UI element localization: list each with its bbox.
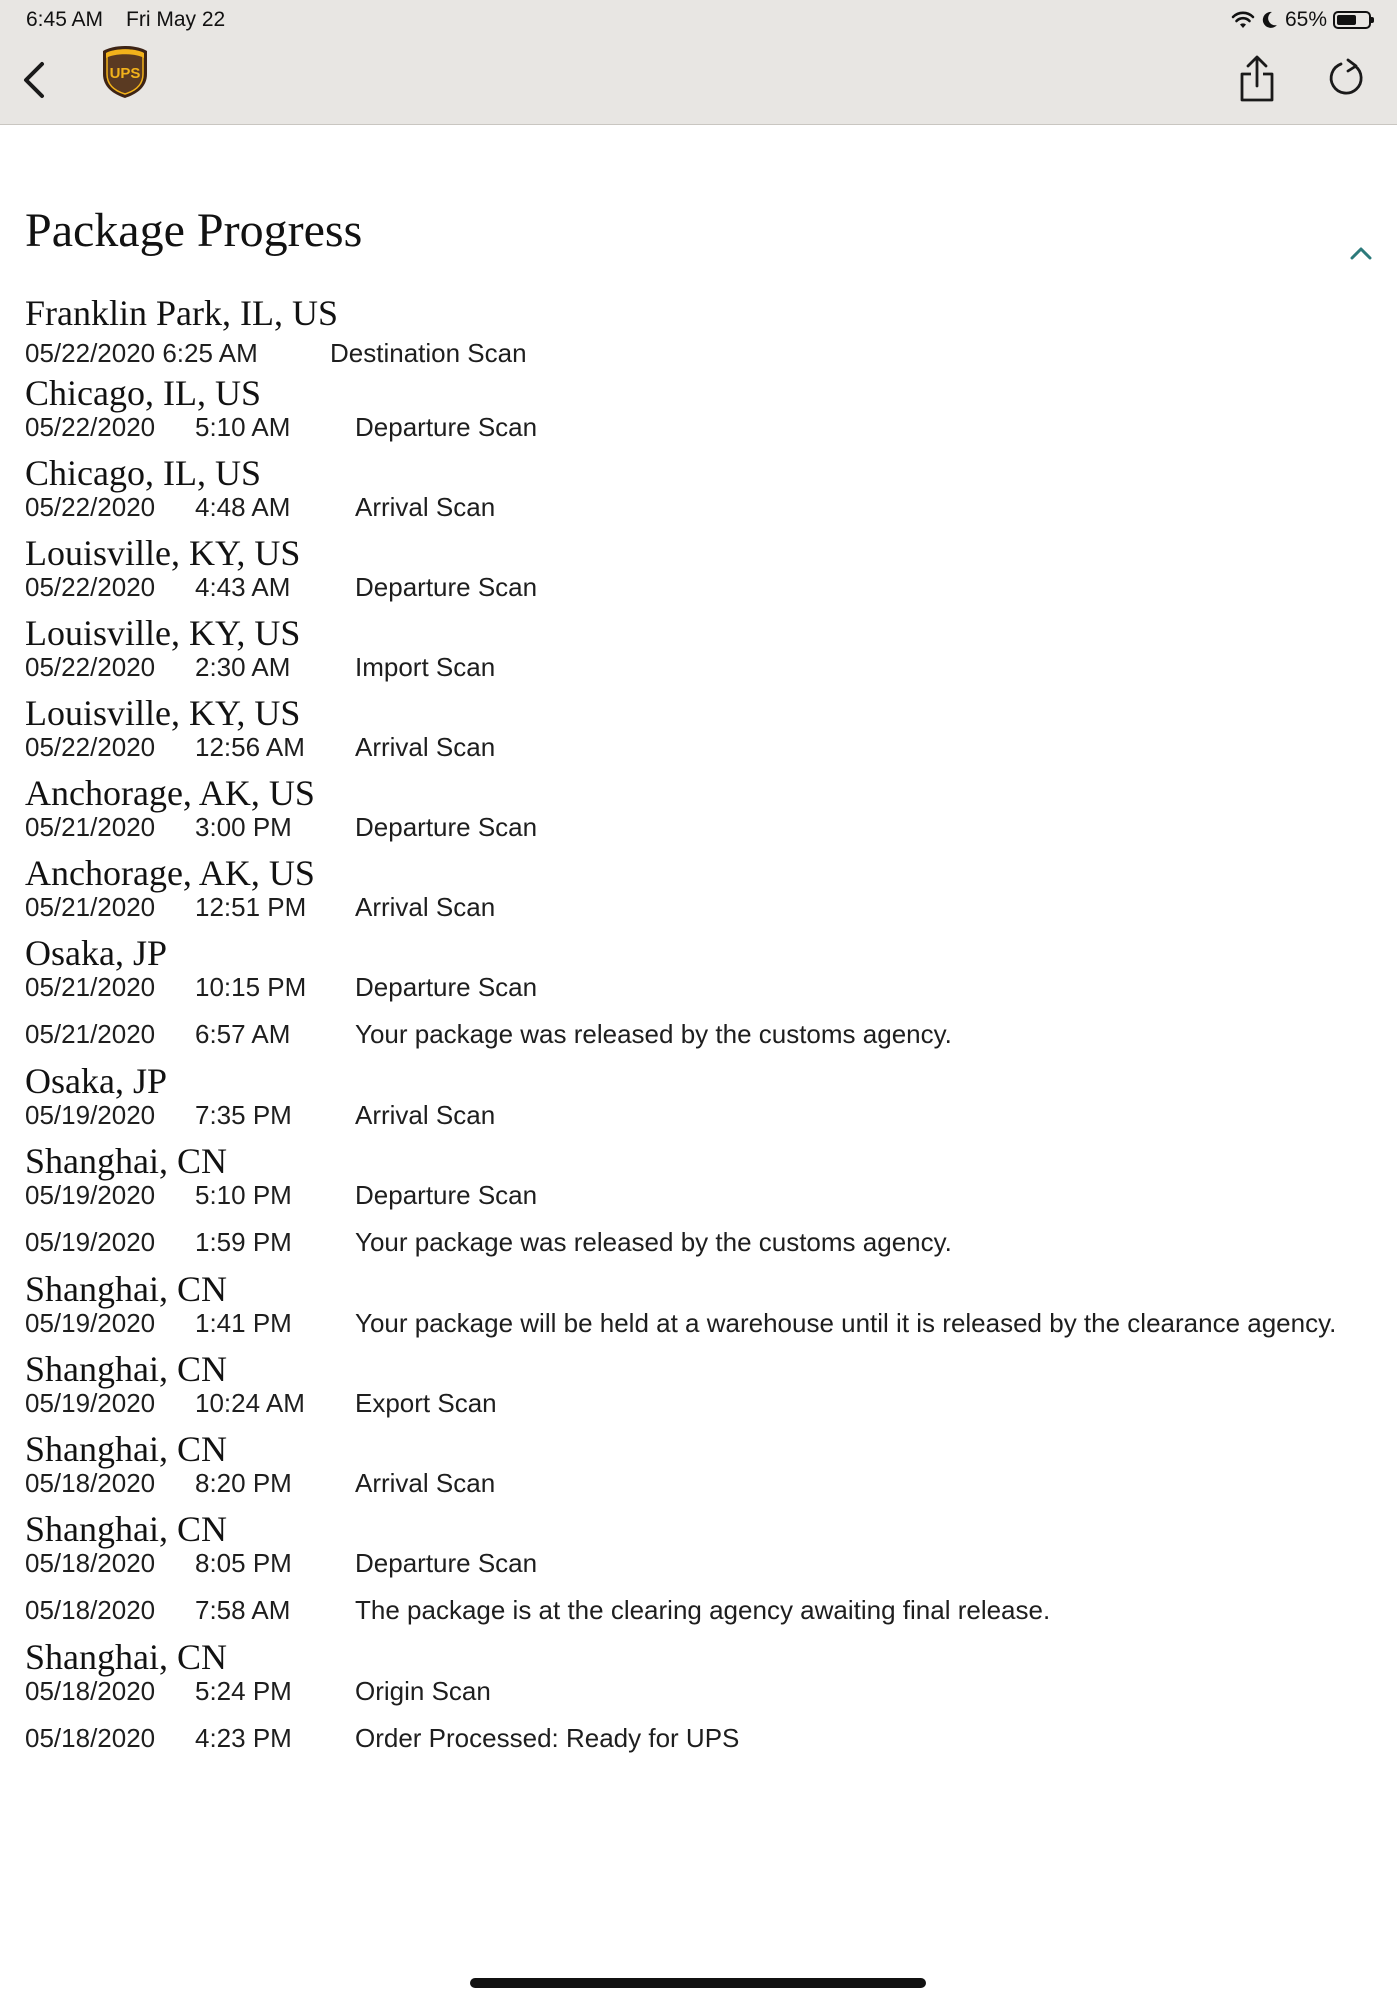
event-location: Shanghai, CN xyxy=(25,1349,227,1389)
share-button[interactable] xyxy=(1236,54,1278,106)
event-date: 05/21/2020 xyxy=(25,972,156,1002)
event-date: 05/22/2020 xyxy=(25,732,156,762)
event-location: Shanghai, CN xyxy=(25,1269,227,1309)
event-description: Departure Scan xyxy=(355,1548,538,1578)
event-location: Chicago, IL, US xyxy=(25,453,261,493)
event-date: 05/19/2020 xyxy=(25,1227,156,1257)
battery-icon xyxy=(1333,11,1371,29)
status-date: Fri May 22 xyxy=(126,8,226,31)
event-time: 10:15 PM xyxy=(195,972,307,1002)
event-time: 10:24 AM xyxy=(195,1388,305,1418)
event-date: 05/21/2020 xyxy=(25,892,156,922)
event-time: 8:05 PM xyxy=(195,1548,292,1578)
event-description: Export Scan xyxy=(355,1388,497,1418)
event-date: 05/18/2020 xyxy=(25,1548,156,1578)
ups-logo-text: UPS xyxy=(109,65,141,82)
chevron-left-icon xyxy=(14,56,54,104)
event-date: 05/18/2020 xyxy=(25,1676,156,1706)
event-date: 05/21/2020 xyxy=(25,812,156,842)
event-description: Departure Scan xyxy=(355,572,538,602)
event-date: 05/22/2020 xyxy=(25,412,156,442)
refresh-button[interactable] xyxy=(1322,56,1368,102)
event-time: 4:48 AM xyxy=(195,492,291,522)
event-date: 05/19/2020 xyxy=(25,1180,156,1210)
event-description: Departure Scan xyxy=(355,972,538,1002)
event-location: Anchorage, AK, US xyxy=(25,773,315,813)
event-location: Louisville, KY, US xyxy=(25,613,301,653)
event-description: Arrival Scan xyxy=(355,492,496,522)
back-button[interactable] xyxy=(14,56,54,104)
status-indicators xyxy=(1231,6,1371,34)
event-description: Destination Scan xyxy=(330,338,527,368)
event-location: Shanghai, CN xyxy=(25,1429,227,1469)
event-time: 7:58 AM xyxy=(195,1595,291,1625)
event-description: Departure Scan xyxy=(355,812,538,842)
event-time: 8:20 PM xyxy=(195,1468,292,1498)
refresh-icon xyxy=(1322,56,1368,102)
event-time: 4:43 AM xyxy=(195,572,291,602)
ups-logo xyxy=(100,44,150,100)
event-time: 7:35 PM xyxy=(195,1100,292,1130)
page-title: Package Progress xyxy=(25,204,363,257)
event-location: Shanghai, CN xyxy=(25,1637,227,1677)
event-location: Osaka, JP xyxy=(25,1061,167,1101)
event-description: Your package was released by the customs agency. xyxy=(355,1019,952,1049)
event-date: 05/21/2020 xyxy=(25,1019,156,1049)
event-time: 5:24 PM xyxy=(195,1676,292,1706)
battery-percent: 65% xyxy=(1284,8,1327,31)
event-description: Origin Scan xyxy=(355,1676,491,1706)
event-date: 05/19/2020 xyxy=(25,1308,156,1338)
event-time: 3:00 PM xyxy=(195,812,292,842)
event-description: Your package was released by the customs agency. xyxy=(355,1227,952,1257)
event-time: 1:59 PM xyxy=(195,1227,292,1257)
event-description: Order Processed: Ready for UPS xyxy=(355,1723,740,1753)
event-time: 12:56 AM xyxy=(195,732,305,762)
event-date: 05/19/2020 xyxy=(25,1100,156,1130)
wifi-icon xyxy=(1231,10,1255,30)
event-date: 05/22/2020 xyxy=(25,572,156,602)
event-time: 12:51 PM xyxy=(195,892,307,922)
event-time: 4:23 PM xyxy=(195,1723,292,1753)
event-location: Shanghai, CN xyxy=(25,1141,227,1181)
event-location: Louisville, KY, US xyxy=(25,693,301,733)
event-description: Arrival Scan xyxy=(355,892,496,922)
event-description: Import Scan xyxy=(355,652,496,682)
top-bar xyxy=(0,0,1397,125)
status-time: 6:45 AM xyxy=(26,8,104,31)
event-time: 5:10 PM xyxy=(195,1180,292,1210)
event-description: Arrival Scan xyxy=(355,1468,496,1498)
event-date: 05/18/2020 xyxy=(25,1723,156,1753)
event-date: 05/18/2020 xyxy=(25,1595,156,1625)
event-location: Osaka, JP xyxy=(25,933,167,973)
event-location: Anchorage, AK, US xyxy=(25,853,315,893)
collapse-button[interactable] xyxy=(1346,238,1376,268)
chevron-up-icon xyxy=(1352,249,1370,258)
moon-icon xyxy=(1261,10,1279,30)
event-time: 6:57 AM xyxy=(195,1019,291,1049)
event-location: Chicago, IL, US xyxy=(25,373,261,413)
event-description: The package is at the clearing agency awaiting final release. xyxy=(355,1595,1051,1625)
event-description: Departure Scan xyxy=(355,1180,538,1210)
home-indicator[interactable] xyxy=(470,1978,926,1988)
event-datetime: 05/22/2020 6:25 AM xyxy=(25,338,258,368)
event-date: 05/22/2020 xyxy=(25,492,156,522)
event-description: Your package will be held at a warehouse until it is released by the clearance agency. xyxy=(355,1308,1337,1338)
event-date: 05/22/2020 xyxy=(25,652,156,682)
event-date: 05/19/2020 xyxy=(25,1388,156,1418)
event-time: 2:30 AM xyxy=(195,652,291,682)
event-description: Arrival Scan xyxy=(355,1100,496,1130)
event-description: Arrival Scan xyxy=(355,732,496,762)
event-location: Louisville, KY, US xyxy=(25,533,301,573)
event-location: Franklin Park, IL, US xyxy=(25,293,338,333)
share-icon xyxy=(1236,54,1278,106)
event-location: Shanghai, CN xyxy=(25,1509,227,1549)
event-time: 1:41 PM xyxy=(195,1308,292,1338)
event-time: 5:10 AM xyxy=(195,412,291,442)
event-date: 05/18/2020 xyxy=(25,1468,156,1498)
battery-level xyxy=(1337,15,1356,25)
event-description: Departure Scan xyxy=(355,412,538,442)
